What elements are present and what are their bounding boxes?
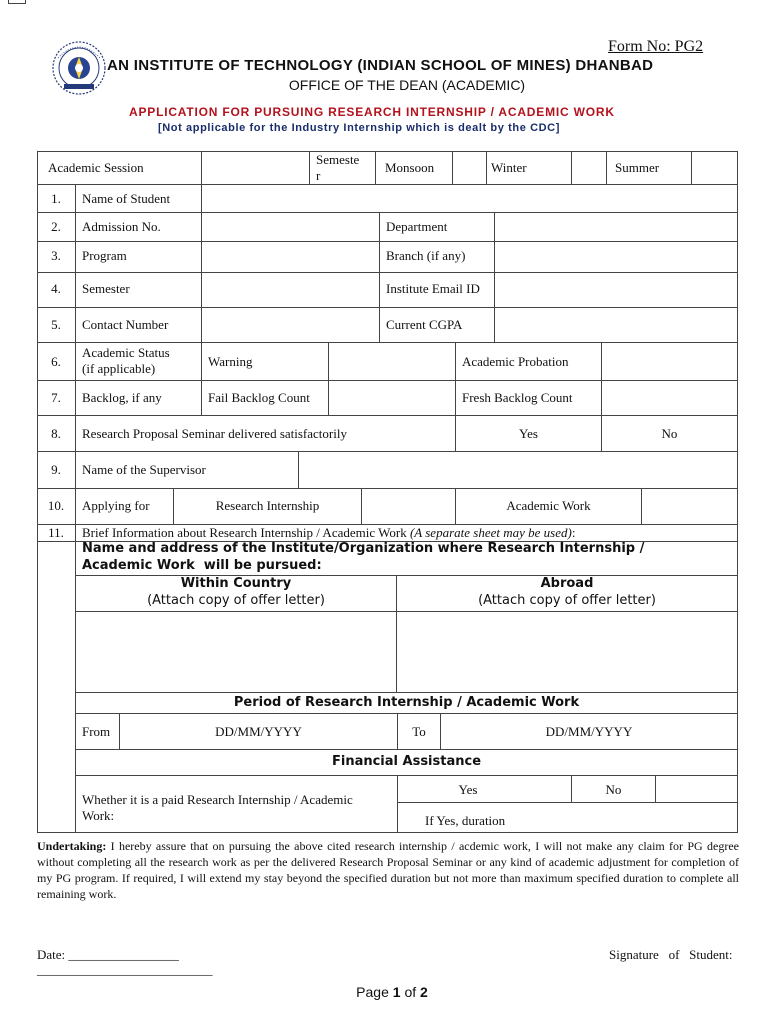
signature-line[interactable]: ___________________________ — [37, 962, 213, 977]
paid-yes-checkbox[interactable] — [540, 776, 571, 802]
session-field[interactable] — [202, 152, 309, 184]
academic-status-label-line2: (if applicable) — [82, 361, 156, 376]
date-field[interactable]: Date: _________________ — [37, 947, 179, 962]
monsoon-checkbox[interactable] — [453, 152, 486, 184]
warning-label: Warning — [208, 354, 253, 369]
undertaking-label: Undertaking: — [37, 839, 107, 853]
fail-backlog-label: Fail Backlog Count — [208, 390, 310, 405]
department-field[interactable] — [495, 213, 737, 241]
academic-session-label: Academic Session — [48, 160, 144, 175]
within-country-address-field[interactable] — [77, 613, 397, 693]
paid-question-line1: Whether it is a paid Research Internship / Academic — [82, 792, 353, 807]
institute-name: AN INSTITUTE OF TECHNOLOGY (INDIAN SCHOOL OF MINES) DHANBAD — [107, 57, 654, 74]
backlog-label: Backlog, if any — [82, 390, 162, 405]
applying-for-label: Applying for — [82, 498, 150, 513]
fresh-backlog-label: Fresh Backlog Count — [462, 390, 573, 405]
academic-probation-label: Academic Probation — [462, 354, 569, 369]
academic-work-checkbox[interactable] — [642, 489, 737, 524]
page-of: of — [400, 984, 421, 1000]
row-number: 7. — [51, 390, 61, 405]
corner-mark — [8, 0, 26, 4]
org-heading-line2: Academic Work will be pursued: — [82, 558, 322, 573]
warning-field[interactable] — [329, 343, 455, 380]
summer-checkbox[interactable] — [692, 152, 737, 184]
row-number: 6. — [51, 354, 61, 369]
signature-label: Signature of Student: — [609, 947, 733, 962]
current-cgpa-field[interactable] — [495, 308, 737, 342]
office-title: OFFICE OF THE DEAN (ACADEMIC) — [288, 77, 526, 93]
row-number: 2. — [51, 219, 61, 234]
org-heading-line1: Name and address of the Institute/Organization where Research Internship / — [82, 541, 645, 556]
row-number: 11. — [48, 525, 64, 540]
research-internship-label: Research Internship — [215, 498, 320, 513]
to-label: To — [412, 724, 426, 739]
paid-no-checkbox[interactable] — [656, 776, 737, 802]
row-number: 4. — [51, 281, 61, 296]
page-prefix: Page — [356, 984, 393, 1000]
undertaking-text: I hereby assure that on pursuing the above cited research internship / acdemic work, I will not make any claim for PG degree without completing all the research work as per the delivered Research Proposal Seminar or any kind of academic adjustment for completion of my PG program. If required, I will extend my stay beyond the specified duration but not more than maximum specified duration to complete all remaining work. — [37, 839, 739, 901]
academic-probation-field[interactable] — [602, 343, 737, 380]
abroad-address-field[interactable] — [398, 613, 738, 693]
institute-email-label: Institute Email ID — [386, 281, 480, 296]
contact-number-label: Contact Number — [82, 317, 169, 332]
academic-work-label: Academic Work — [506, 498, 591, 513]
monsoon-label: Monsoon — [385, 160, 435, 175]
academic-status-label-line1: Academic Status — [82, 345, 170, 360]
form-subtitle: [Not applicable for the Industry Internship which is dealt by the CDC] — [158, 122, 560, 134]
brief-info-note: (A separate sheet may be used) — [409, 525, 572, 540]
current-cgpa-label: Current CGPA — [386, 317, 463, 332]
row-number: 1. — [51, 191, 61, 206]
name-of-student-label: Name of Student — [82, 191, 171, 206]
admission-no-field[interactable] — [202, 213, 379, 241]
supervisor-field[interactable] — [299, 452, 737, 488]
semester-field[interactable] — [202, 273, 379, 307]
contact-number-field[interactable] — [202, 308, 379, 342]
paid-yes-option[interactable]: Yes — [458, 782, 478, 797]
form-title: APPLICATION FOR PURSUING RESEARCH INTERNSHIP / ACADEMIC WORK — [129, 105, 615, 119]
winter-label: Winter — [491, 160, 527, 175]
seminar-yes-option[interactable]: Yes — [519, 426, 538, 441]
fail-backlog-field[interactable] — [329, 381, 455, 415]
financial-heading: Financial Assistance — [331, 754, 482, 769]
row-number: 3. — [51, 248, 61, 263]
supervisor-label: Name of the Supervisor — [82, 462, 206, 477]
admission-no-label: Admission No. — [82, 219, 161, 234]
page-indicator — [7, 984, 770, 1000]
from-label: From — [82, 724, 111, 739]
department-label: Department — [386, 219, 448, 234]
brief-info-label: Brief Information about Research Internship / Academic Work — [82, 525, 407, 540]
winter-checkbox[interactable] — [572, 152, 606, 184]
program-field[interactable] — [202, 242, 379, 272]
semester-label: Semester — [82, 281, 130, 296]
duration-label: If Yes, duration — [425, 813, 506, 828]
semester-label-line1: Semeste — [316, 152, 360, 167]
row-number: 10. — [47, 498, 65, 513]
within-country-title: Within Country — [180, 576, 292, 591]
branch-label: Branch (if any) — [386, 248, 466, 263]
abroad-note: (Attach copy of offer letter) — [478, 593, 656, 608]
page-number: 1 — [392, 984, 401, 1000]
row-number: 5. — [51, 317, 61, 332]
program-label: Program — [82, 248, 127, 263]
semester-label-line2: r — [316, 168, 321, 183]
form-number: Form No: PG2 — [608, 38, 704, 55]
seminar-no-option[interactable]: No — [661, 426, 678, 441]
within-country-note: (Attach copy of offer letter) — [147, 593, 325, 608]
from-date-field[interactable]: DD/MM/YYYY — [215, 724, 302, 739]
brief-info-colon: : — [571, 525, 576, 540]
research-internship-checkbox[interactable] — [362, 489, 455, 524]
abroad-title: Abroad — [540, 576, 594, 591]
to-date-field[interactable]: DD/MM/YYYY — [545, 724, 633, 739]
period-heading: Period of Research Internship / Academic Work — [233, 695, 580, 710]
row-number: 8. — [51, 426, 61, 441]
page-total: 2 — [420, 984, 428, 1000]
branch-field[interactable] — [495, 242, 737, 272]
summer-label: Summer — [615, 160, 660, 175]
paid-question-line2: Work: — [82, 808, 115, 823]
undertaking-paragraph — [37, 838, 739, 902]
row-number: 9. — [51, 462, 61, 477]
brief-info-line — [82, 525, 575, 541]
institute-email-field[interactable] — [495, 273, 737, 307]
fresh-backlog-field[interactable] — [602, 381, 737, 415]
paid-no-option[interactable]: No — [605, 782, 622, 797]
seminar-label: Research Proposal Seminar delivered satisfactorily — [82, 426, 347, 441]
name-of-student-field[interactable] — [202, 185, 737, 212]
duration-field[interactable] — [520, 803, 737, 832]
